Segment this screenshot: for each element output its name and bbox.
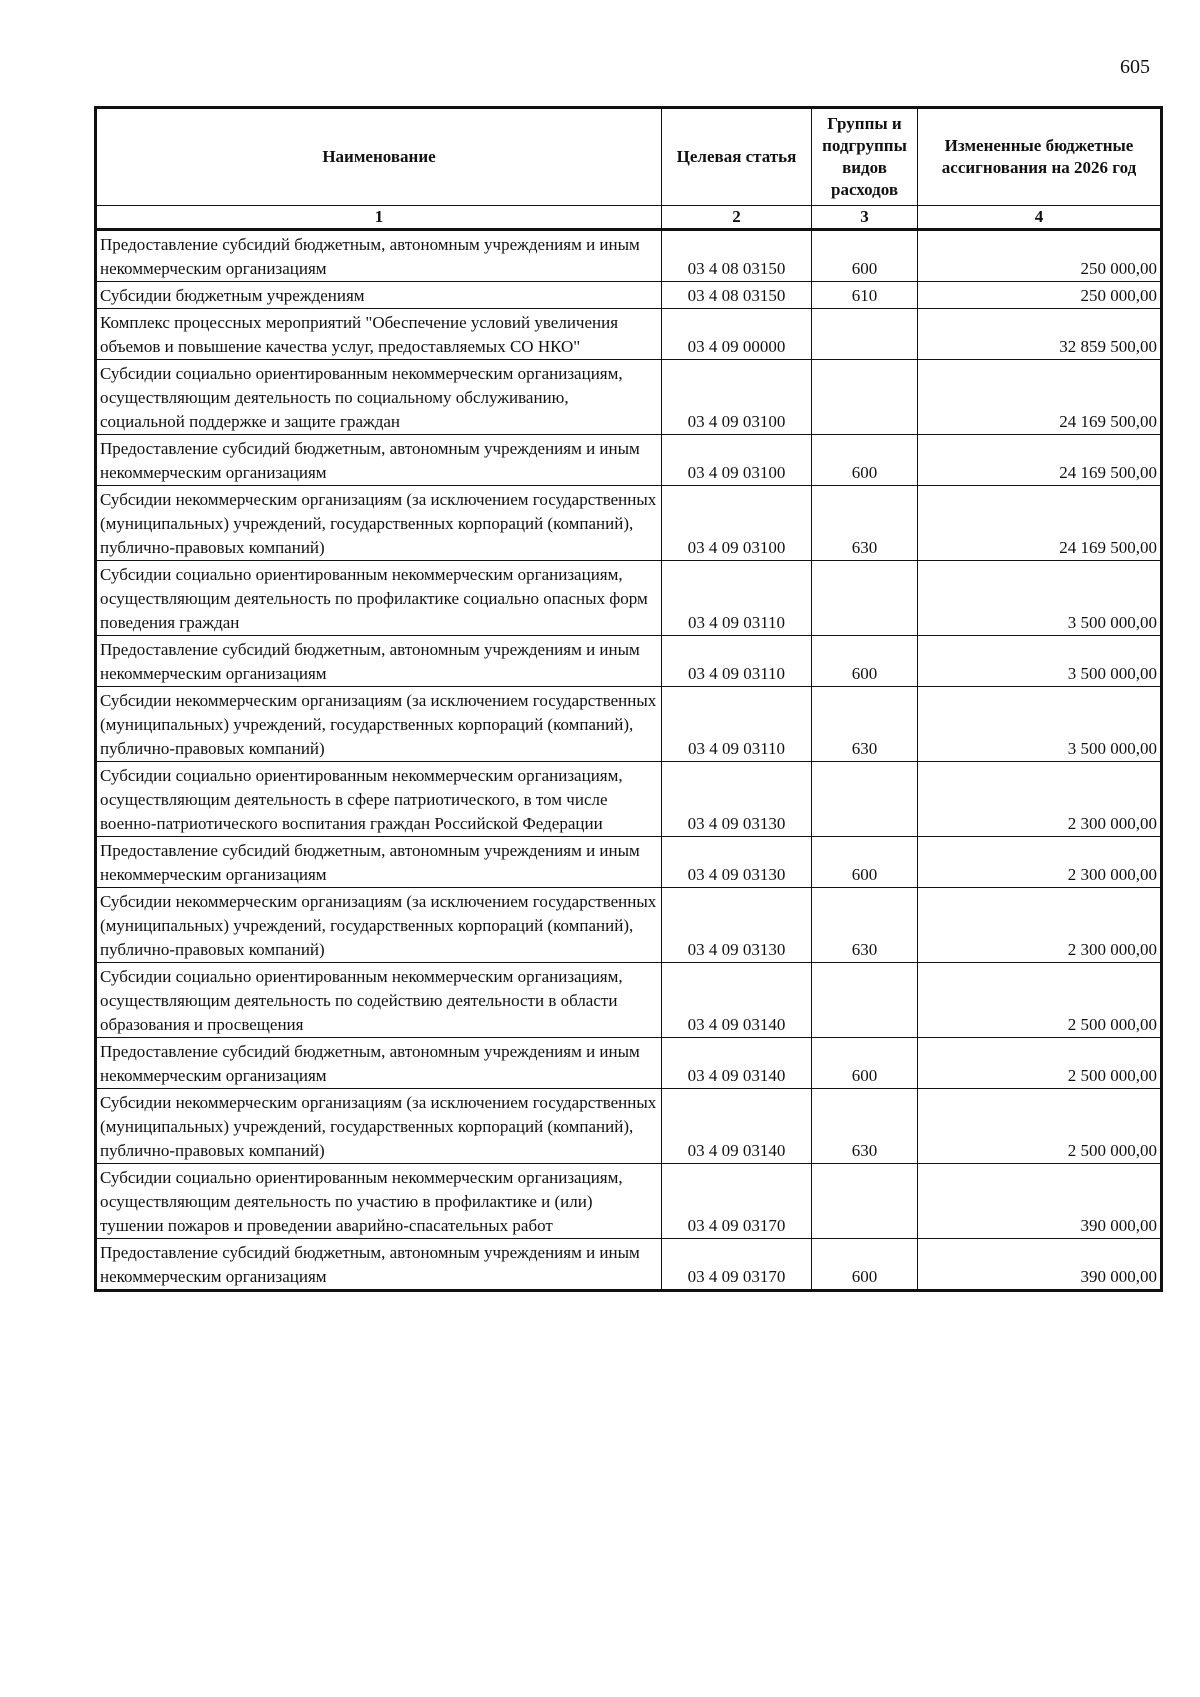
- table-row: [96, 1038, 1162, 1089]
- row-name: Предоставление субсидий бюджетным, автономным учреждениям и иным некоммерческим организациям: [96, 837, 662, 888]
- row-amount: 2 300 000,00: [918, 888, 1162, 963]
- header-code: Целевая статья: [662, 108, 812, 206]
- row-name: Предоставление субсидий бюджетным, автономным учреждениям и иным некоммерческим организациям: [96, 435, 662, 486]
- row-name: Субсидии некоммерческим организациям (за исключением государственных (муниципальных) учреждений, государственных корпораций (компаний), публично-правовых компаний): [96, 1089, 662, 1164]
- row-expense-group: 600: [812, 1239, 918, 1291]
- row-name: Субсидии социально ориентированным некоммерческим организациям, осуществляющим деятельность по профилактике социально опасных форм поведения граждан: [96, 561, 662, 636]
- row-amount: 24 169 500,00: [918, 486, 1162, 561]
- header-row: [96, 108, 1162, 206]
- row-name: Субсидии некоммерческим организациям (за исключением государственных (муниципальных) учреждений, государственных корпораций (компаний), публично-правовых компаний): [96, 486, 662, 561]
- row-amount: 2 300 000,00: [918, 762, 1162, 837]
- row-expense-group: 600: [812, 435, 918, 486]
- row-expense-group: [812, 309, 918, 360]
- row-target-code: 03 4 09 03100: [662, 486, 812, 561]
- row-amount: 32 859 500,00: [918, 309, 1162, 360]
- row-expense-group: [812, 561, 918, 636]
- row-amount: 250 000,00: [918, 230, 1162, 282]
- row-target-code: 03 4 09 03100: [662, 360, 812, 435]
- column-number-row: [96, 206, 1162, 230]
- row-target-code: 03 4 09 03140: [662, 1089, 812, 1164]
- budget-table: [94, 106, 1163, 1292]
- row-amount: 3 500 000,00: [918, 636, 1162, 687]
- table-body: [96, 230, 1162, 1291]
- row-amount: 2 500 000,00: [918, 963, 1162, 1038]
- row-amount: 390 000,00: [918, 1164, 1162, 1239]
- row-amount: 2 500 000,00: [918, 1089, 1162, 1164]
- row-target-code: 03 4 09 03110: [662, 687, 812, 762]
- row-amount: 24 169 500,00: [918, 360, 1162, 435]
- row-name: Субсидии социально ориентированным некоммерческим организациям, осуществляющим деятельность по участию в профилактике и (или) тушении пожаров и проведении аварийно-спасательных работ: [96, 1164, 662, 1239]
- row-target-code: 03 4 08 03150: [662, 230, 812, 282]
- header-group: Группы и подгруппы видов расходов: [812, 108, 918, 206]
- row-expense-group: 610: [812, 282, 918, 309]
- row-name: Субсидии бюджетным учреждениям: [96, 282, 662, 309]
- row-expense-group: 630: [812, 687, 918, 762]
- table-row: [96, 435, 1162, 486]
- table-row: [96, 687, 1162, 762]
- row-name: Субсидии социально ориентированным некоммерческим организациям, осуществляющим деятельность по социальному обслуживанию, социальной поддержке и защите граждан: [96, 360, 662, 435]
- row-target-code: 03 4 09 03140: [662, 1038, 812, 1089]
- row-target-code: 03 4 08 03150: [662, 282, 812, 309]
- row-expense-group: [812, 1164, 918, 1239]
- table-row: [96, 636, 1162, 687]
- row-name: Предоставление субсидий бюджетным, автономным учреждениям и иным некоммерческим организациям: [96, 1038, 662, 1089]
- column-number: 1: [96, 206, 662, 230]
- table-row: [96, 888, 1162, 963]
- row-name: Предоставление субсидий бюджетным, автономным учреждениям и иным некоммерческим организациям: [96, 230, 662, 282]
- row-amount: 2 500 000,00: [918, 1038, 1162, 1089]
- row-expense-group: 600: [812, 1038, 918, 1089]
- row-target-code: 03 4 09 03130: [662, 837, 812, 888]
- table-header: [96, 108, 1162, 230]
- row-amount: 390 000,00: [918, 1239, 1162, 1291]
- row-amount: 2 300 000,00: [918, 837, 1162, 888]
- row-name: Субсидии социально ориентированным некоммерческим организациям, осуществляющим деятельность по содействию деятельности в области образования и просвещения: [96, 963, 662, 1038]
- row-target-code: 03 4 09 03110: [662, 561, 812, 636]
- table-row: [96, 1164, 1162, 1239]
- table-row: [96, 230, 1162, 282]
- row-target-code: 03 4 09 03130: [662, 762, 812, 837]
- row-expense-group: 600: [812, 636, 918, 687]
- table-row: [96, 762, 1162, 837]
- row-expense-group: [812, 360, 918, 435]
- column-number: 4: [918, 206, 1162, 230]
- table-row: [96, 1089, 1162, 1164]
- table-row: [96, 837, 1162, 888]
- row-amount: 3 500 000,00: [918, 687, 1162, 762]
- header-name: Наименование: [96, 108, 662, 206]
- column-number: 3: [812, 206, 918, 230]
- table-row: [96, 360, 1162, 435]
- page-number: 605: [1120, 56, 1150, 78]
- row-expense-group: [812, 963, 918, 1038]
- row-target-code: 03 4 09 03110: [662, 636, 812, 687]
- row-name: Предоставление субсидий бюджетным, автономным учреждениям и иным некоммерческим организациям: [96, 636, 662, 687]
- row-expense-group: [812, 762, 918, 837]
- row-expense-group: 630: [812, 486, 918, 561]
- header-amount: Измененные бюджетные ассигнования на 2026 год: [918, 108, 1162, 206]
- table-row: [96, 309, 1162, 360]
- row-name: Комплекс процессных мероприятий "Обеспечение условий увеличения объемов и повышение качества услуг, предоставляемых СО НКО": [96, 309, 662, 360]
- row-amount: 3 500 000,00: [918, 561, 1162, 636]
- row-expense-group: 600: [812, 230, 918, 282]
- row-target-code: 03 4 09 03170: [662, 1239, 812, 1291]
- row-amount: 250 000,00: [918, 282, 1162, 309]
- row-name: Субсидии некоммерческим организациям (за исключением государственных (муниципальных) учреждений, государственных корпораций (компаний), публично-правовых компаний): [96, 687, 662, 762]
- row-expense-group: 600: [812, 837, 918, 888]
- row-name: Предоставление субсидий бюджетным, автономным учреждениям и иным некоммерческим организациям: [96, 1239, 662, 1291]
- column-number: 2: [662, 206, 812, 230]
- table-row: [96, 1239, 1162, 1291]
- row-name: Субсидии социально ориентированным некоммерческим организациям, осуществляющим деятельность в сфере патриотического, в том числе военно-патриотического воспитания граждан Российской Федерации: [96, 762, 662, 837]
- row-target-code: 03 4 09 03130: [662, 888, 812, 963]
- row-target-code: 03 4 09 03100: [662, 435, 812, 486]
- table-row: [96, 486, 1162, 561]
- table-row: [96, 282, 1162, 309]
- row-expense-group: 630: [812, 888, 918, 963]
- row-target-code: 03 4 09 03170: [662, 1164, 812, 1239]
- table-row: [96, 963, 1162, 1038]
- row-target-code: 03 4 09 03140: [662, 963, 812, 1038]
- row-amount: 24 169 500,00: [918, 435, 1162, 486]
- row-target-code: 03 4 09 00000: [662, 309, 812, 360]
- row-expense-group: 630: [812, 1089, 918, 1164]
- row-name: Субсидии некоммерческим организациям (за исключением государственных (муниципальных) учреждений, государственных корпораций (компаний), публично-правовых компаний): [96, 888, 662, 963]
- table-row: [96, 561, 1162, 636]
